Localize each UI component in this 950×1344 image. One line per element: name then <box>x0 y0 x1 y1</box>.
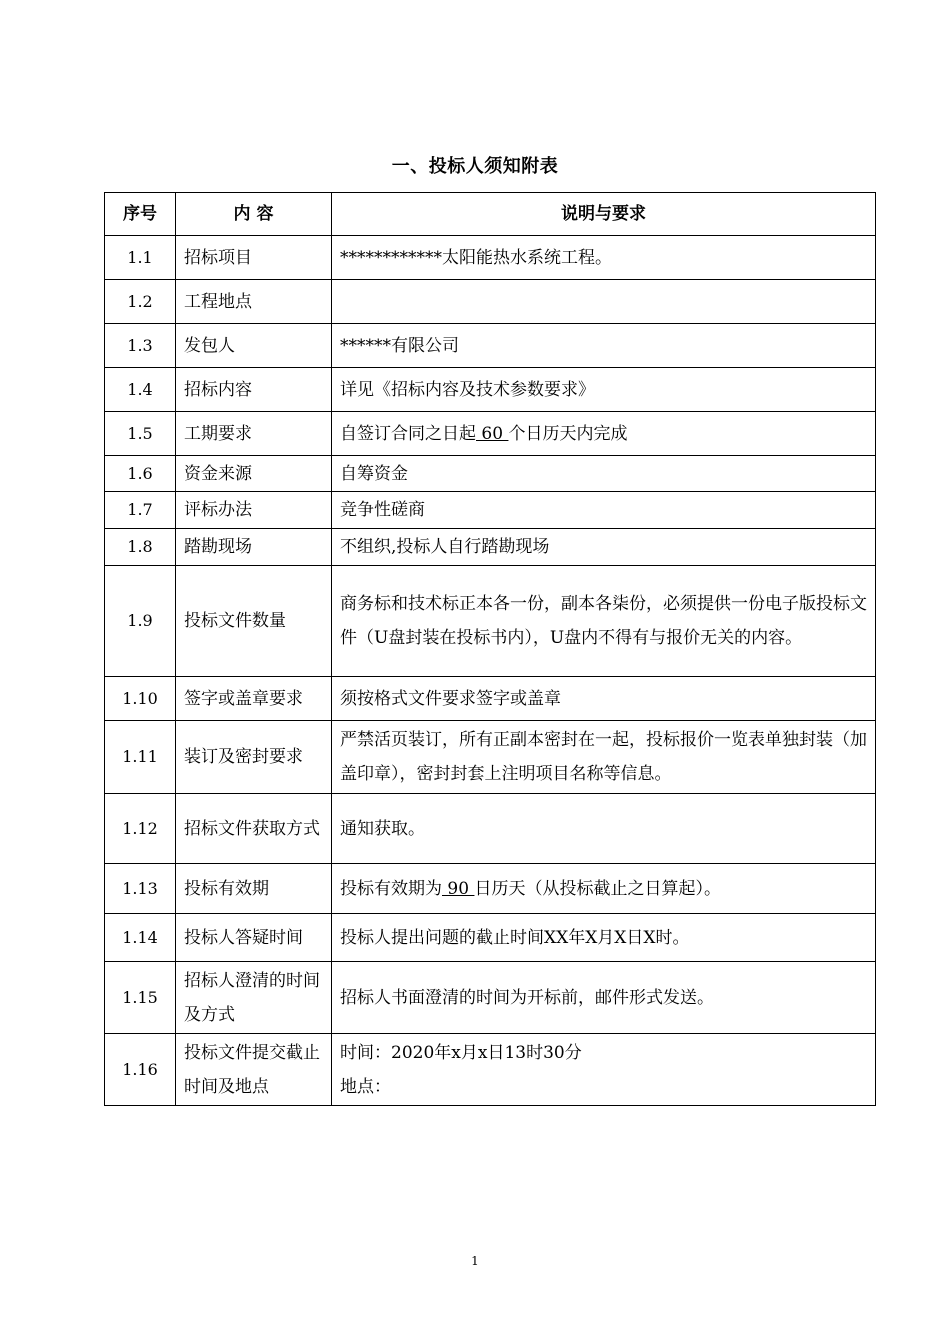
row-desc: 商务标和技术标正本各一份，副本各柒份，必须提供一份电子版投标文件（U盘封装在投标书内），U盘内不得有与报价无关的内容。 <box>332 566 876 677</box>
row-desc: 详见《招标内容及技术参数要求》 <box>332 368 876 412</box>
desc-text: 日历天（从投标截止之日算起）。 <box>474 878 721 899</box>
row-number: 1.5 <box>105 412 176 456</box>
row-item: 工程地点 <box>176 280 332 324</box>
desc-line-place: 地点： <box>340 1076 391 1097</box>
table-row <box>105 1034 876 1106</box>
table-header-row <box>105 193 876 236</box>
table-row <box>105 914 876 962</box>
row-item: 发包人 <box>176 324 332 368</box>
row-item: 投标文件提交截止时间及地点 <box>176 1034 332 1106</box>
table-row <box>105 456 876 492</box>
row-number: 1.8 <box>105 529 176 566</box>
row-number: 1.2 <box>105 280 176 324</box>
desc-text: 投标有效期为 <box>340 878 442 899</box>
page-number: 1 <box>471 1254 479 1268</box>
row-desc: 通知获取。 <box>332 794 876 864</box>
row-item: 资金来源 <box>176 456 332 492</box>
row-number: 1.16 <box>105 1034 176 1106</box>
requirements-table <box>104 192 876 1106</box>
row-item: 踏勘现场 <box>176 529 332 566</box>
table-row <box>105 566 876 677</box>
row-number: 1.14 <box>105 914 176 962</box>
desc-text: 自签订合同之日起 <box>340 423 476 444</box>
desc-line-time: 时间：2020年x月x日13时30分 <box>340 1042 582 1063</box>
row-desc <box>332 864 876 914</box>
row-desc: ************太阳能热水系统工程。 <box>332 236 876 280</box>
row-number: 1.13 <box>105 864 176 914</box>
row-item: 招标项目 <box>176 236 332 280</box>
row-desc: 不组织,投标人自行踏勘现场 <box>332 529 876 566</box>
row-desc: 招标人书面澄清的时间为开标前，邮件形式发送。 <box>332 962 876 1034</box>
row-desc: 竞争性磋商 <box>332 492 876 529</box>
underlined-value: 60 <box>476 423 509 444</box>
row-number: 1.11 <box>105 721 176 794</box>
table-row <box>105 794 876 864</box>
row-item: 签字或盖章要求 <box>176 677 332 721</box>
row-number: 1.10 <box>105 677 176 721</box>
row-desc: ******有限公司 <box>332 324 876 368</box>
header-no: 序号 <box>105 193 176 236</box>
row-item: 投标人答疑时间 <box>176 914 332 962</box>
table-row <box>105 368 876 412</box>
row-number: 1.3 <box>105 324 176 368</box>
header-item: 内 容 <box>176 193 332 236</box>
row-item: 投标文件数量 <box>176 566 332 677</box>
row-number: 1.4 <box>105 368 176 412</box>
row-number: 1.9 <box>105 566 176 677</box>
row-item: 招标文件获取方式 <box>176 794 332 864</box>
row-item: 工期要求 <box>176 412 332 456</box>
table-row <box>105 677 876 721</box>
table-row <box>105 492 876 529</box>
table-row <box>105 280 876 324</box>
row-desc: 投标人提出问题的截止时间XX年X月X日X时。 <box>332 914 876 962</box>
row-number: 1.15 <box>105 962 176 1034</box>
header-desc: 说明与要求 <box>332 193 876 236</box>
row-item: 投标有效期 <box>176 864 332 914</box>
row-desc: 严禁活页装订，所有正副本密封在一起，投标报价一览表单独封装（加盖印章），密封封套上注明项目名称等信息。 <box>332 721 876 794</box>
page-title: 一、投标人须知附表 <box>391 156 559 177</box>
table-row <box>105 412 876 456</box>
row-item: 装订及密封要求 <box>176 721 332 794</box>
desc-text: 个日历天内完成 <box>508 423 628 444</box>
row-item: 招标人澄清的时间及方式 <box>176 962 332 1034</box>
table-row <box>105 324 876 368</box>
row-desc: 须按格式文件要求签字或盖章 <box>332 677 876 721</box>
row-item: 招标内容 <box>176 368 332 412</box>
row-item: 评标办法 <box>176 492 332 529</box>
row-number: 1.12 <box>105 794 176 864</box>
underlined-value: 90 <box>442 878 475 899</box>
row-desc: 自筹资金 <box>332 456 876 492</box>
table-row <box>105 529 876 566</box>
table-row <box>105 236 876 280</box>
table-row <box>105 962 876 1034</box>
row-desc <box>332 412 876 456</box>
row-number: 1.1 <box>105 236 176 280</box>
row-desc <box>332 1034 876 1106</box>
table-row <box>105 721 876 794</box>
row-number: 1.6 <box>105 456 176 492</box>
table-row <box>105 864 876 914</box>
row-desc <box>332 280 876 324</box>
row-number: 1.7 <box>105 492 176 529</box>
